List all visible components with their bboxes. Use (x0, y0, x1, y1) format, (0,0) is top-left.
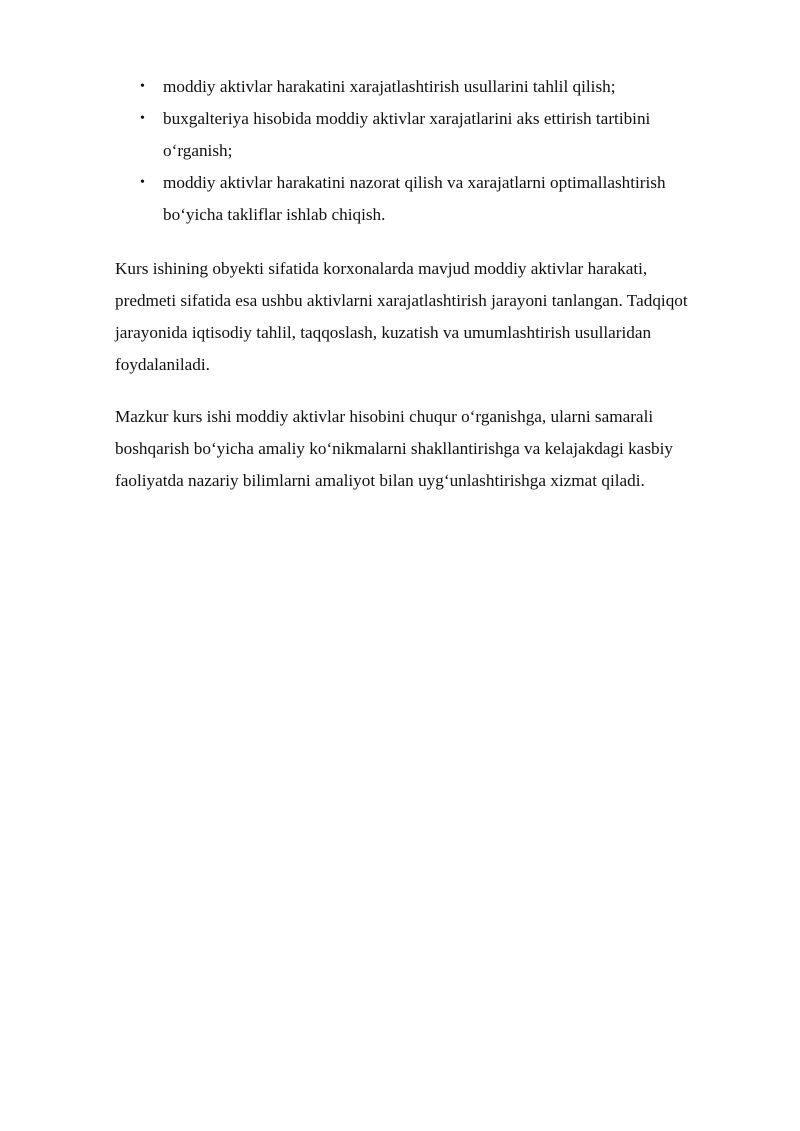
paragraph-line: Mazkur kurs ishi moddiy aktivlar hisobini chuqur o‘rganishga, ularni samarali (115, 407, 654, 426)
bullet-icon: • (140, 79, 145, 94)
list-item (0, 167, 723, 231)
list-item-text-continued: o‘rganish; (163, 141, 233, 160)
paragraph-line: faoliyatda nazariy bilimlarni amaliyot bilan uyg‘unlashtirishga xizmat qiladi. (115, 471, 645, 490)
list-item-text: moddiy aktivlar harakatini xarajatlashtirish usullarini tahlil qilish; (163, 77, 616, 96)
bullet-icon: • (140, 175, 145, 190)
paragraph-line: Kurs ishining obyekti sifatida korxonalarda mavjud moddiy aktivlar harakati, (115, 259, 648, 278)
paragraph-line: boshqarish bo‘yicha amaliy ko‘nikmalarni shakllantirishga va kelajakdagi kasbiy (115, 439, 673, 458)
bullet-icon: • (140, 111, 145, 126)
paragraph-line: jarayonida iqtisodiy tahlil, taqqoslash, kuzatish va umumlashtirish usullaridan (115, 323, 652, 342)
paragraph-line: foydalaniladi. (115, 355, 210, 374)
list-item (0, 71, 723, 103)
list-item-text: moddiy aktivlar harakatini nazorat qilish va xarajatlarni optimallashtirish (163, 173, 666, 192)
paragraph-research-object (115, 253, 755, 381)
list-item (0, 103, 723, 167)
list-item-text: buxgalteriya hisobida moddiy aktivlar xarajatlarini aks ettirish tartibini (163, 109, 651, 128)
paragraph-purpose (115, 401, 755, 497)
objectives-list (0, 71, 800, 231)
list-item-text-continued: bo‘yicha takliflar ishlab chiqish. (163, 205, 386, 224)
paragraph-line: predmeti sifatida esa ushbu aktivlarni xarajatlashtirish jarayoni tanlangan. Tadqiqot (115, 291, 688, 310)
